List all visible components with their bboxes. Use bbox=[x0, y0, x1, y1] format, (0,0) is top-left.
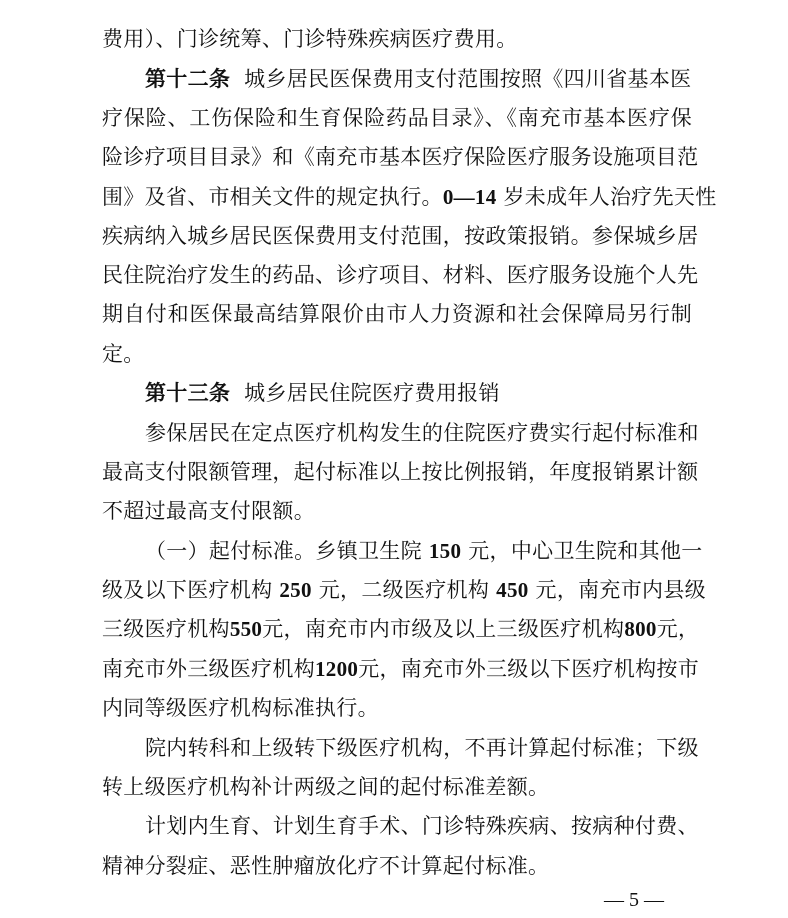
line-text: 元，二级医疗机构 bbox=[311, 578, 497, 602]
article-heading: 第十三条 bbox=[145, 380, 231, 405]
text-line bbox=[102, 496, 692, 526]
text-line bbox=[102, 221, 699, 251]
line-text: 级及以下医疗机构 bbox=[102, 578, 280, 602]
text-line bbox=[102, 693, 692, 723]
text-line bbox=[102, 418, 699, 448]
line-text: 围》及省、市相关文件的规定执行。 bbox=[102, 185, 443, 209]
line-text: 三级医疗机构 bbox=[102, 617, 230, 641]
text-line bbox=[102, 260, 699, 290]
text-line bbox=[102, 142, 699, 172]
text-line bbox=[102, 733, 699, 763]
text-line bbox=[102, 851, 692, 881]
amount: 1200 bbox=[315, 657, 359, 681]
line-text: 疗保险、工伤保险和生育保险药品目录》、《南充市基本医疗保 bbox=[102, 106, 692, 130]
amount: 450 bbox=[496, 578, 529, 602]
line-text: 精神分裂症、恶性肿瘤放化疗不计算起付标准。 bbox=[102, 854, 550, 878]
line-text: 城乡居民医保费用支付范围按照《四川省基本医 bbox=[244, 67, 692, 91]
amount: 250 bbox=[279, 578, 312, 602]
line-text: 元，南充市内市级及以上三级医疗机构 bbox=[262, 617, 625, 641]
line-text: （一）起付标准。乡镇卫生院 bbox=[145, 539, 429, 563]
text-line bbox=[102, 457, 699, 487]
article-heading: 第十二条 bbox=[145, 66, 231, 91]
line-text: 定。 bbox=[102, 342, 145, 366]
text-line bbox=[102, 24, 692, 54]
line-text: 险诊疗项目目录》和《南充市基本医疗保险医疗服务设施项目范 bbox=[102, 145, 699, 169]
line-text: 费用）、门诊统筹、门诊特殊疾病医疗费用。 bbox=[102, 27, 518, 51]
line-text: 元，中心卫生院和其他一 bbox=[461, 539, 703, 563]
line-text: 元， bbox=[656, 617, 700, 641]
page-number: — 5 — bbox=[604, 889, 664, 911]
line-text: 转上级医疗机构补计两级之间的起付标准差额。 bbox=[102, 775, 550, 799]
article-13-line bbox=[102, 378, 692, 408]
line-text: 岁未成年人治疗先天性 bbox=[496, 185, 717, 209]
line-text: 内同等级医疗机构标准执行。 bbox=[102, 696, 379, 720]
text-line bbox=[102, 575, 706, 605]
text-line bbox=[102, 654, 700, 684]
amount: 150 bbox=[428, 539, 462, 563]
text-line bbox=[102, 299, 692, 329]
line-text: 期自付和医保最高结算限价由市人力资源和社会保障局另行制 bbox=[102, 302, 692, 326]
text-line bbox=[102, 772, 692, 802]
text-line bbox=[102, 103, 692, 133]
article-12-line bbox=[102, 64, 692, 94]
line-text: 元，南充市外三级以下医疗机构按市 bbox=[358, 657, 700, 681]
line-text: 民住院治疗发生的药品、诊疗项目、材料、医疗服务设施个人先 bbox=[102, 263, 699, 287]
age-range: 0—14 bbox=[442, 185, 497, 209]
line-text: 最高支付限额管理，起付标准以上按比例报销，年度报销累计额 bbox=[102, 460, 699, 484]
text-line bbox=[102, 811, 699, 841]
amount: 550 bbox=[229, 617, 263, 641]
line-text: 院内转科和上级转下级医疗机构，不再计算起付标准；下级 bbox=[145, 736, 699, 760]
line-text: 不超过最高支付限额。 bbox=[102, 499, 315, 523]
text-line bbox=[102, 614, 700, 644]
line-text: 疾病纳入城乡居民医保费用支付范围，按政策报销。参保城乡居 bbox=[102, 224, 699, 248]
text-line bbox=[102, 182, 717, 212]
line-text: 元，南充市内县级 bbox=[528, 578, 706, 602]
text-line bbox=[102, 339, 692, 369]
line-text: 计划内生育、计划生育手术、门诊特殊疾病、按病种付费、 bbox=[145, 814, 699, 838]
line-text: 南充市外三级医疗机构 bbox=[102, 657, 315, 681]
text-line bbox=[102, 536, 703, 566]
line-text: 参保居民在定点医疗机构发生的住院医疗费实行起付标准和 bbox=[145, 421, 699, 445]
amount: 800 bbox=[624, 617, 657, 641]
line-text: 城乡居民住院医疗费用报销 bbox=[244, 381, 500, 405]
